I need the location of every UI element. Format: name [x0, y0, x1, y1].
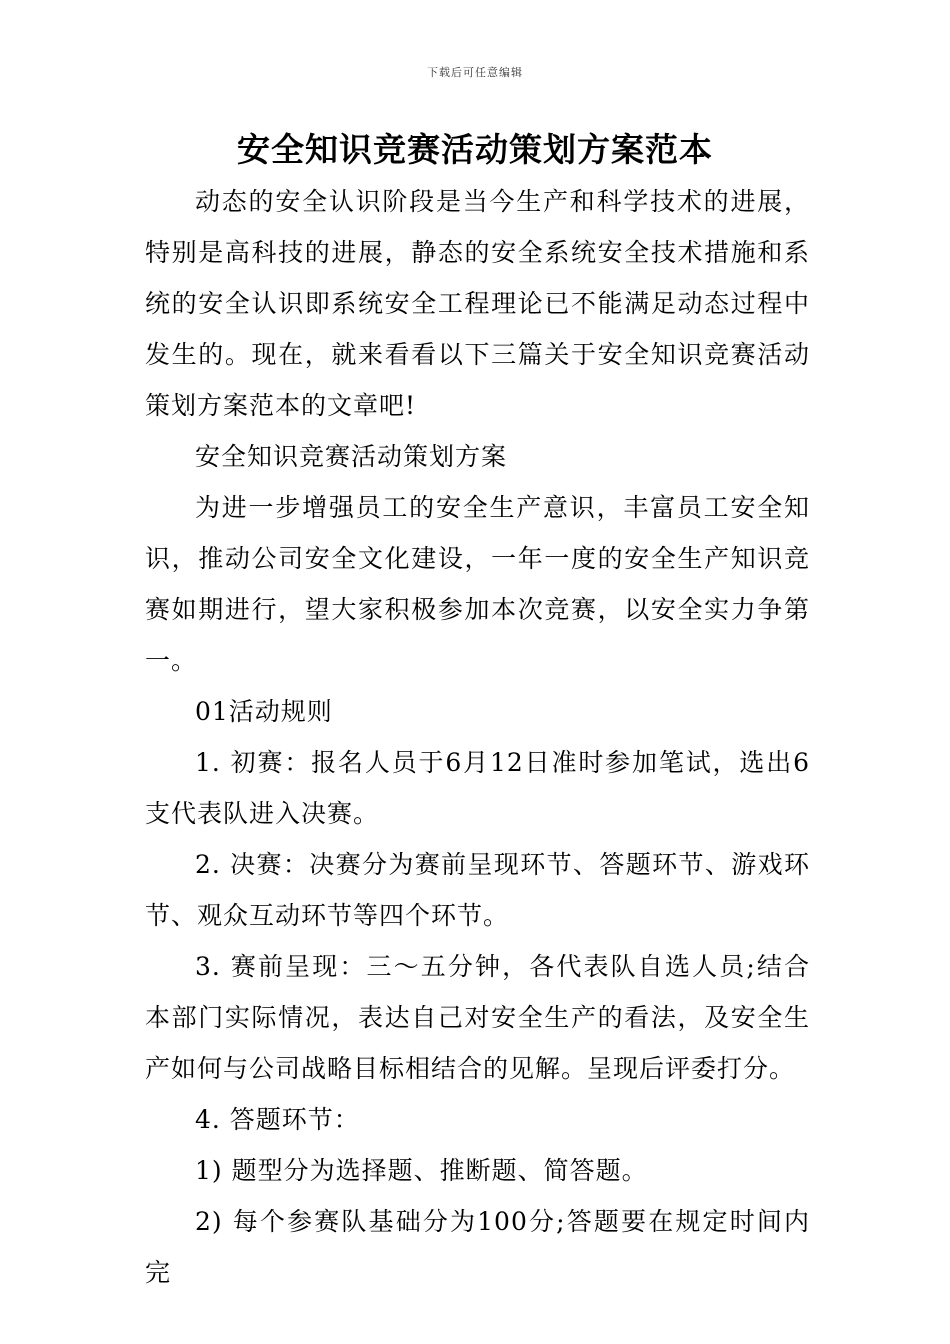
rules-heading: 01活动规则: [195, 697, 333, 726]
sub-rule-item: 1) 题型分为选择题、推断题、简答题。: [195, 1156, 648, 1185]
document-title: 安全知识竞赛活动策划方案范本: [237, 130, 713, 169]
section-heading: 安全知识竞赛活动策划方案: [195, 442, 508, 471]
document-body: [145, 176, 810, 1298]
sub-rule-item: 2) 每个参赛队基础分为100分;答题要在规定时间内完: [145, 1207, 810, 1287]
rule-item: 2. 决赛：决赛分为赛前呈现环节、答题环节、游戏环节、观众互动环节等四个环节。: [145, 850, 810, 930]
rule-item: 1. 初赛：报名人员于6月12日准时参加笔试，选出6支代表队进入决赛。: [145, 748, 810, 828]
header-note: 下载后可任意编辑: [427, 66, 523, 79]
intro-paragraph: 动态的安全认识阶段是当今生产和科学技术的进展，特别是高科技的进展，静态的安全系统安全技术措施和系统的安全认识即系统安全工程理论已不能满足动态过程中发生的。现在，就来看看以下三篇关于安全知识竞赛活动策划方案范本的文章吧!: [145, 187, 810, 420]
rule-item: 3. 赛前呈现：三～五分钟，各代表队自选人员;结合本部门实际情况，表达自己对安全生产的看法，及安全生产如何与公司战略目标相结合的见解。呈现后评委打分。: [145, 952, 810, 1083]
purpose-paragraph: 为进一步增强员工的安全生产意识，丰富员工安全知识，推动公司安全文化建设，一年一度的安全生产知识竞赛如期进行，望大家积极参加本次竞赛，以安全实力争第一。: [145, 493, 810, 675]
rule-item: 4. 答题环节：: [195, 1105, 360, 1134]
